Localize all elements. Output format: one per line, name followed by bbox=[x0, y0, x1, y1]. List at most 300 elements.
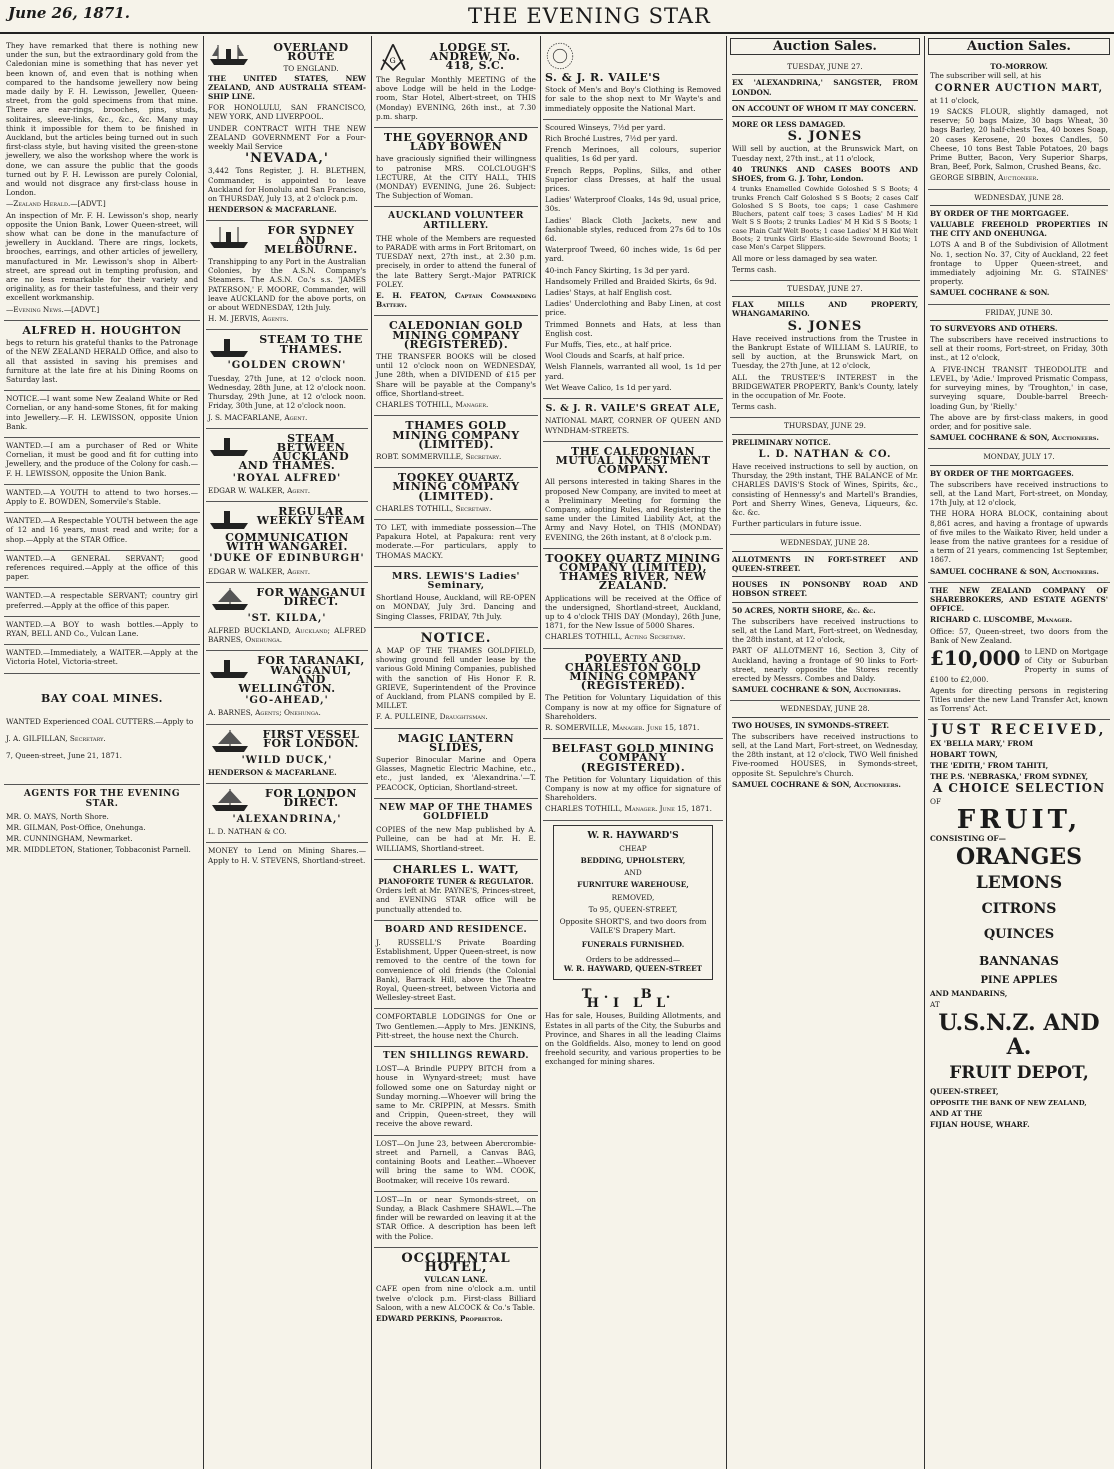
steamship-icon bbox=[208, 505, 252, 531]
column-1 bbox=[4, 38, 200, 1469]
tookey-issue-signature: CHARLES TOTHILL, Acting Secretary. bbox=[545, 632, 686, 642]
symonds-auction bbox=[730, 701, 920, 795]
governor-heading: THE GOVERNOR AND LADY BOWEN bbox=[383, 131, 529, 154]
reward-ad bbox=[374, 1047, 538, 1136]
manager-name: RICHARD C. LUSCOMBE, Manager. bbox=[930, 615, 1073, 625]
sydney-agents: H. M. JERVIS, Agents. bbox=[208, 314, 289, 324]
loan-text: to LEND on Mortgage of City or Suburban Property in sums of £100 to £2,000. bbox=[930, 646, 1108, 684]
bay-coal-heading: BAY COAL MINES. bbox=[40, 691, 164, 705]
sailing-ship-icon bbox=[208, 586, 252, 612]
lost-text: LOST—In or near Symonds-street, on Sunday, a Black Cashmere SHAWL.—The finder will be rewarded on leaving it at the STAR Office. A description has been left with the Police. bbox=[376, 1194, 536, 1241]
flax-auction bbox=[730, 281, 920, 418]
column-4 bbox=[543, 38, 723, 1469]
auckland-thames-agent: EDGAR W. WALKER, Agent. bbox=[208, 485, 311, 495]
wanganui-agents: ALFRED BUCKLAND, Auckland; ALFRED BARNES, Onehunga. bbox=[208, 625, 366, 645]
artillery-signature: E. H. FEATON, Captain Commanding Battery. bbox=[376, 291, 536, 310]
hayward-line: AND bbox=[624, 868, 642, 878]
sale-item: Fur Muffs, Ties, etc., at half price. bbox=[545, 340, 672, 350]
thames-schedule: Tuesday, 27th June, at 12 o'clock noon. Wednesday, 28th June, at 12 o'clock noon. Thursday, 29th June, at 12 o'clock noon. Friday, 30th June, at 12 o'clock noon. bbox=[208, 373, 366, 411]
board-text: J. RUSSELL'S Private Boarding Establishment, Upper Queen-street, is now removed to the centre of the town for convenience of old friends (the Colonial Bank), Barrack Hill, above the Theatre Royal, Queen-street, between Victoria and Wellesley-street East. bbox=[376, 938, 536, 1003]
wanted-text: WANTED.—A BOY to wash bottles.—Apply to RYAN, BELL AND Co., Vulcan Lane. bbox=[6, 619, 198, 638]
steamship-icon bbox=[208, 432, 252, 458]
at-line: AT bbox=[930, 1000, 940, 1010]
watt-ad bbox=[374, 860, 538, 921]
rule bbox=[930, 465, 1108, 466]
fruit-item: BANNANAS bbox=[979, 954, 1059, 969]
agents-ad bbox=[4, 785, 200, 860]
column-5 bbox=[730, 38, 920, 1469]
auction-terms: Terms cash. bbox=[732, 264, 777, 274]
first-vessel-ad bbox=[206, 725, 368, 784]
sale-item: 40-inch Fancy Skirting, 1s 3d per yard. bbox=[545, 265, 690, 275]
belfast-heading: BELFAST GOLD MINING COMPANY (REGISTERED). bbox=[551, 742, 715, 774]
magic-lantern-ad bbox=[374, 729, 538, 799]
jewellery-source: —Zealand Herald.—[ADVT.] bbox=[6, 199, 106, 209]
column-divider bbox=[371, 36, 372, 1469]
agent-item: MR. CUNNINGHAM, Newmarket. bbox=[6, 834, 133, 844]
jewellery-notice bbox=[4, 38, 200, 321]
company-name: THE NEW ZEALAND COMPANY OF SHAREBROKERS, AND ESTATE AGENTS' OFFICE. bbox=[930, 585, 1108, 614]
caledonian-text: THE TRANSFER BOOKS will be closed until 12 o'clock noon on WEDNESDAY, June 28th, when a DIVIDEND of £15 per Share will be payable at the Company's office, Shortland-street. bbox=[376, 352, 536, 398]
rule bbox=[930, 205, 1108, 206]
shipment-line: HOBART TOWN, bbox=[930, 749, 998, 759]
board-ad bbox=[374, 921, 538, 1010]
auction-date: WEDNESDAY, JUNE 28. bbox=[780, 704, 870, 714]
houghton-text: begs to return his grateful thanks to the Patronage of the NEW ZEALAND HERALD Office, and also to all that assisted in saving his premises and furniture at the late fire at his Dining Rooms on Saturday last. bbox=[6, 338, 198, 384]
seminary-ad bbox=[374, 567, 538, 628]
belfast-signature: CHARLES TOTHILL, Manager. June 15, 1871. bbox=[545, 804, 712, 814]
sale-item: Trimmed Bonnets and Hats, at less than English cost. bbox=[545, 319, 721, 338]
hayward-line: W. R. HAYWARD'S bbox=[587, 830, 679, 841]
masthead-rule bbox=[0, 32, 1114, 34]
taranaki-heading: FOR TARANAKI, WANGANUI, AND WELLINGTON. bbox=[238, 654, 365, 695]
rule bbox=[732, 74, 918, 75]
auction-date: WEDNESDAY, JUNE 28. bbox=[974, 192, 1064, 202]
thames-ship: 'GOLDEN CROWN' bbox=[227, 360, 347, 372]
depot-branch: FIJIAN HOUSE, WHARF. bbox=[930, 1120, 1030, 1130]
bay-coal-text: WANTED Experienced COAL CUTTERS.—Apply to bbox=[6, 716, 194, 726]
watt-subheading: PIANOFORTE TUNER & REGULATOR. bbox=[378, 877, 534, 887]
governor-text: have graciously signified their willingness to patronise MRS. COLCLOUGH'S LECTURE, At the CITY HALL, THIS (MONDAY) EVENING, June 26. Subject: The Subjection of Woman. bbox=[376, 154, 536, 201]
belfast-text: The Petition for Voluntary Liquidation of this Company is now at my office for signature of Shareholders. bbox=[545, 774, 721, 803]
auction-subject: HOUSES IN PONSONBY ROAD AND HOBSON STREET. bbox=[732, 580, 918, 599]
sailing-ship-icon bbox=[208, 728, 252, 754]
auction-subject: FLAX MILLS AND PROPERTY, WHANGAMARINO. bbox=[732, 300, 918, 319]
taranaki-agents: A. BARNES, Agents; Onehunga. bbox=[208, 708, 321, 718]
reward-text: LOST—A Brindle PUPPY BITCH from a house in Wynyard-street; must have followed some one on Saturday night or Sunday morning.—Whoever will bring the same to Mr. CRIPPIN, at Messrs. Smith and Crippin, Queen-street, they will receive the above reward. bbox=[376, 1064, 536, 1129]
auction-text: The subscribers have received instructions to sell, at the Land Mart, Fort-street, on Monday, 17th July, at 12 o'clock, bbox=[930, 479, 1108, 508]
wanted-text: WANTED.—A YOUTH to attend to two horses.—Apply to E. BOWDEN, Somervile's Stable. bbox=[6, 487, 198, 506]
auction-lot: THE HORA HORA BLOCK, containing about 8,861 acres, and having a frontage of upwards of five miles to the Waikato River, held under a lease from the native grantees for a residue of a term of 21 years, commencing 1st September, 1867. bbox=[930, 509, 1108, 565]
tookey-heading: TOOKEY QUARTZ MINING COMPANY (LIMITED). bbox=[392, 471, 520, 503]
occidental-signature: EDWARD PERKINS, Proprietor. bbox=[376, 1313, 503, 1323]
overland-text: 3,442 Tons Register, J. H. BLETHEN, Commander, is appointed to leave Auckland for Honolulu and San Francisco, on THURSDAY, July 13, at 2 o'clock p.m. bbox=[208, 166, 366, 204]
wangarei-ship: 'DUKE OF EDINBURGH' bbox=[209, 553, 365, 565]
fruit-item: ORANGES bbox=[955, 844, 1083, 871]
overland-sub: TO ENGLAND. bbox=[283, 64, 339, 74]
vaile-sale-list bbox=[543, 120, 723, 399]
first-vessel-heading: FIRST VESSEL FOR LONDON. bbox=[262, 727, 360, 750]
overland-destinations: FOR HONOLULU, SAN FRANCISCO, NEW YORK, AND LIVERPOOL. bbox=[208, 103, 366, 122]
artillery-text: THE whole of the Members are requested to PARADE with arms in Fort Britomart, on TUESDAY next, 27th inst., at 2.30 p.m. precisely, in order to attend the funeral of the late Battery Sergt.-Major PATRICK FOLEY. bbox=[376, 233, 536, 289]
seal-icon bbox=[545, 41, 575, 71]
depot-name: U.S.N.Z. AND A. bbox=[938, 1010, 1100, 1061]
thames-gold-signature: ROBT. SOMMERVILLE, Secretary. bbox=[376, 451, 502, 461]
to-let-ad bbox=[374, 520, 538, 567]
auction-text: The subscribers have received instructions to sell at their rooms, Fort-street, on Friday, 30th inst., at 12 o'clock, bbox=[930, 335, 1108, 363]
mutual-text: All persons interested in taking Shares in the proposed New Company, are invited to meet at a Preliminary Meeting for forming the Company, adopting Rules, and Registering the same under the Limited Liability Act, at the Army and Navy Hotel, on THIS (MONDAY) EVENING, the 26th instant, at 8 o'clock p.m. bbox=[545, 477, 721, 542]
auction-text: The subscribers have received instructions to sell, at the Land Mart, Fort-street, on Wednesday, the 28th instant, at 12 o'clock, bbox=[732, 616, 918, 645]
rule bbox=[732, 296, 918, 297]
auction-lot: LOTS A and B of the Subdivision of Allotment No. 1, section No. 37, City of Auckland, 22 feet frontage to Upper Queen-street, and immediately adjoining Mr. G. STAINES' property. bbox=[930, 240, 1108, 287]
auction-text: The subscribers have received instructions to sell, at the Land Mart, Fort-street, on Wednesday, the 28th instant, at 12 o'clock, TWO Well finished Five-roomed HOUSES, in Symonds-street, opposite St. Sepulchre's Church. bbox=[732, 731, 918, 778]
taranaki-ship: 'GO-AHEAD,' bbox=[245, 695, 329, 707]
overland-route-ad bbox=[206, 38, 368, 221]
lost-text: LOST—On June 23, between Abercrombie-street and Parnell, a Canvas BAG, containing Boots and Leather.—Whoever will bring the same to WM. COOK, Bootmaker, will receive 10s reward. bbox=[376, 1138, 536, 1185]
sailing-ship-icon bbox=[208, 787, 252, 813]
auction-subject: MORE OR LESS DAMAGED. bbox=[732, 120, 846, 130]
auction-lot: 40 TRUNKS AND CASES BOOTS AND SHOES, from G. J. Tohr, London. bbox=[732, 164, 918, 184]
houghton-heading: ALFRED H. HOUGHTON bbox=[22, 323, 182, 337]
auction-sales-title: Auction Sales. bbox=[928, 38, 1110, 55]
vaile-heading: S. & J. R. VAILE'S bbox=[545, 71, 661, 84]
hayward-line: W. R. HAYWARD, QUEEN-STREET bbox=[563, 963, 703, 973]
auction-date: TO-MORROW. bbox=[990, 62, 1048, 72]
sale-item: Scoured Winseys, 7½d per yard. bbox=[545, 122, 666, 132]
caledonian-ad bbox=[374, 316, 538, 416]
auctioneer-name: SAMUEL COCHRANE & SON, Auctioneers. bbox=[930, 433, 1099, 443]
auction-text: The subscriber will sell, at his bbox=[930, 71, 1042, 81]
sale-item: Ladies' Waterproof Cloaks, 14s 9d, usual price, 30s. bbox=[545, 195, 721, 214]
auction-subject: ON ACCOUNT OF WHOM IT MAY CONCERN. bbox=[732, 103, 916, 113]
auction-date: TUESDAY, JUNE 27. bbox=[787, 284, 863, 294]
choice-line: A CHOICE SELECTION bbox=[932, 781, 1106, 796]
steamship-icon bbox=[208, 333, 252, 359]
magic-lantern-heading: MAGIC LANTERN SLIDES, bbox=[397, 731, 515, 754]
artillery-heading: AUCKLAND VOLUNTEER ARTILLERY. bbox=[388, 211, 524, 231]
houghton-ad bbox=[4, 321, 200, 391]
corner-mart-auction bbox=[928, 59, 1110, 189]
poverty-heading: POVERTY AND CHARLESTON GOLD MINING COMPANY (REGISTERED). bbox=[564, 651, 702, 693]
overland-agents: HENDERSON & MACFARLANE. bbox=[208, 205, 337, 215]
hayward-line: FUNERALS FURNISHED. bbox=[581, 940, 685, 950]
auckland-thames-ad bbox=[206, 429, 368, 502]
auction-subject: PRELIMINARY NOTICE. bbox=[732, 437, 831, 447]
hayward-line: To 95, QUEEN-STREET, bbox=[588, 904, 678, 914]
sale-item: Wet Weave Calico, 1s 1d per yard. bbox=[545, 382, 672, 392]
wanganui-ship: 'ST. KILDA,' bbox=[247, 612, 327, 624]
board-heading: BOARD AND RESIDENCE. bbox=[384, 924, 528, 935]
hayward-ad bbox=[553, 825, 713, 980]
depot-and: AND AT THE bbox=[930, 1108, 983, 1118]
rule bbox=[732, 602, 918, 603]
consisting-line: CONSISTING OF— bbox=[930, 833, 1006, 843]
sale-item: Ladies' Stays, at half English cost. bbox=[545, 288, 672, 298]
wanted-ad bbox=[4, 588, 200, 616]
new-map-heading: NEW MAP OF THE THAMES GOLDFIELD bbox=[379, 802, 533, 822]
poverty-ad bbox=[543, 649, 723, 740]
column-6 bbox=[928, 38, 1110, 1469]
thames-heading: STEAM TO THE THAMES. bbox=[259, 333, 363, 356]
auction-subject: VALUABLE FREEHOLD PROPERTIES IN THE CITY AND ONEHUNGA. bbox=[930, 220, 1108, 239]
mutual-ad bbox=[543, 442, 723, 549]
watt-heading: CHARLES L. WATT, bbox=[392, 862, 520, 876]
agent-item: MR. GILMAN, Post-Office, Onehunga. bbox=[6, 823, 146, 832]
rule bbox=[732, 434, 918, 435]
shipment-line: THE 'EDITH,' FROM TAHITI, bbox=[930, 761, 1049, 770]
rule bbox=[732, 551, 918, 552]
fruit-item: AND MANDARINS, bbox=[930, 989, 1008, 999]
governor-ad bbox=[374, 128, 538, 207]
wanted-text: WANTED.—A respectable SERVANT; country girl preferred.—Apply at the office of this paper. bbox=[6, 591, 198, 610]
auction-text: Will sell by auction, at the Brunswick Mart, on Tuesday next, 27th inst., at 11 o'clock, bbox=[732, 144, 918, 163]
caledonian-signature: CHARLES TOTHILL, Manager. bbox=[376, 400, 489, 410]
caledonian-heading: CALEDONIAN GOLD MINING COMPANY (REGISTERED). bbox=[389, 319, 523, 351]
map-notice-ad bbox=[374, 628, 538, 729]
lodge-ad bbox=[374, 38, 538, 128]
to-let-text: TO LET, with immediate possession—The Papakura Hotel, at Papakura: rent very moderate.—For particulars, apply to THOMAS MACKY. bbox=[376, 522, 536, 560]
lost-ad bbox=[374, 1136, 538, 1192]
sale-item: Wool Clouds and Scarfs, at half price. bbox=[545, 351, 685, 361]
auctioneer-name: S. JONES bbox=[787, 318, 863, 334]
wanted-text: WANTED.—A Respectable YOUTH between the age of 12 and 16 years, must read and write; for a shop.—Apply at the STAR Office. bbox=[6, 516, 198, 544]
auctioneer-name: S. JONES bbox=[787, 129, 863, 145]
wanted-text: WANTED.—Immediately, a WAITER.—Apply at the Victoria Hotel, Victoria-street. bbox=[6, 648, 198, 667]
london-direct-ad bbox=[206, 784, 368, 843]
jewellery-paragraph: They have remarked that there is nothing new under the sun, but the extraordinary gold from the Caledonian mine is something that has never yet been known of, and even that is nothing when compared to the handsome jewellery now being made daily by F. H. Lewisson, Jeweller, Queen-street, from the gold specimens from that mine. There are ear-rings, brooches, pins, studs, solitaires, sleeve-links, &c., &c., &c. Many may think it impossible for them to be finished in Auckland, but the articles being turned out in such first-class style, but having visited the green-stone jewellery, we also the workshop where the work is done, we can assure the public that the goods turned out by F. H. Lewisson are purely Colonial, and would not disgrace any first-class house in London. bbox=[6, 41, 198, 198]
auctioneer-name: SAMUEL COCHRANE & SON. bbox=[930, 288, 1050, 298]
cornelian-text: NOTICE.—I want some New Zealand White or Red Cornelian, or any hand-some Stones, fit for making into Jewellery.—F. H. LEWISSON, opposite Union Bank. bbox=[6, 394, 198, 431]
artillery-ad bbox=[374, 207, 538, 316]
steamship-icon bbox=[208, 224, 252, 250]
rule bbox=[930, 320, 1108, 321]
column-3 bbox=[374, 38, 538, 1469]
sydney-text: Transhipping to any Port in the Australian Colonies, by the A.S.N. Company's Steamers. The A.S.N. Co.'s s.s. 'JAMES PATERSON,' F. MOORE, Commander, will leave AUCKLAND for the above ports, on or about WEDNESDAY, 12th July. bbox=[208, 257, 366, 313]
new-map-ad bbox=[374, 799, 538, 860]
fruit-item: PINE APPLES bbox=[980, 975, 1058, 987]
lodgings-text: COMFORTABLE LODGINGS for One or Two Gentlemen.—Apply to Mrs. JENKINS, Pitt-street, the house next the Church. bbox=[376, 1012, 536, 1040]
wanganui-heading: FOR WANGANUI DIRECT. bbox=[256, 585, 366, 608]
column-divider bbox=[924, 36, 925, 1469]
notice-text: A MAP OF THE THAMES GOLDFIELD, showing ground fell under lease by the various Gold Mining Companies, published with the sanction of His Honor F. R. GRIEVE, Superintendent of the Province of Auckland, from PLANS compiled by E. MILLET. bbox=[376, 645, 536, 711]
fruit-item: LEMONS bbox=[975, 873, 1063, 894]
occidental-text: CAFE open from nine o'clock a.m. until twelve o'clock p.m. First-class Billiard Saloon, with a new ALCOCK & Co.'s Table. bbox=[376, 1284, 536, 1312]
new-map-text: COPIES of the new Map published by A. Pulleine, can be had at Mr. H. E. WILLIAMS, Shortland-street. bbox=[376, 825, 536, 853]
wanted-ad bbox=[4, 438, 200, 485]
wanted-ad bbox=[4, 551, 200, 589]
reward-heading: TEN SHILLINGS REWARD. bbox=[383, 1051, 529, 1062]
bay-coal-address: 7, Queen-street, June 21, 1871. bbox=[6, 751, 122, 761]
hora-auction bbox=[928, 449, 1110, 582]
auction-sales-title: Auction Sales. bbox=[730, 38, 920, 55]
agents-text: Agents for directing persons in registering Titles under the new Land Transfer Act, known as Torrens' Act. bbox=[930, 685, 1108, 714]
sale-item: French Merinoes, all colours, superior qualities, 1s 6d per yard. bbox=[545, 145, 721, 164]
auctioneer-name: SAMUEL COCHRANE & SON, Auctioneers. bbox=[732, 779, 901, 789]
magic-lantern-text: Superior Binocular Marine and Opera Glasses, Magnetic Electric Machine, etc., etc., just landed, ex 'Alexandrina.'—T. PEACOCK, Optician, Shortland-street. bbox=[376, 754, 536, 792]
auction-date: MONDAY, JULY 17. bbox=[983, 452, 1055, 462]
hayward-line: Orders to be addressed— bbox=[585, 954, 681, 964]
great-sale-ad bbox=[543, 399, 723, 442]
auction-note: All more or less damaged by sea water. bbox=[732, 253, 878, 263]
steamship-icon bbox=[208, 41, 252, 67]
auction-text: Have received instructions to sell by auction, on Thursday, the 29th instant, THE BALANCE of Mr. CHARLES DAVIS'S Stock of Wines, Spirits, &c., consisting of Hennessy's and Martell's Brandies, Port and Sherry Wines, Geneva, Liqueurs, &c. &c. &c. bbox=[732, 462, 918, 518]
belfast-ad bbox=[543, 739, 723, 820]
rule bbox=[732, 576, 918, 577]
london-direct-agents: L. D. NATHAN & CO. bbox=[208, 827, 287, 837]
sale-item: Handsomely Frilled and Braided Skirts, 6s 9d. bbox=[545, 276, 717, 286]
auctioneer-name: SAMUEL COCHRANE & SON, Auctioneers. bbox=[732, 685, 901, 695]
vaile-ad bbox=[543, 38, 723, 120]
wangarei-heading: REGULAR WEEKLY STEAM COMMUNICATION WITH WANGAREI. bbox=[225, 504, 366, 554]
wangarei-agent: EDGAR W. WALKER, Agent. bbox=[208, 566, 311, 576]
poverty-text: The Petition for Voluntary Liquidation of this Company is now at my office for Signature of Shareholders. bbox=[545, 693, 721, 721]
rule bbox=[732, 100, 918, 101]
auctioneer-name: GEORGE SIBBIN, Auctioneer. bbox=[930, 173, 1039, 183]
london-direct-ship: 'ALEXANDRINA,' bbox=[232, 813, 342, 825]
agent-item: MR. O. MAYS, North Shore. bbox=[6, 811, 109, 821]
freehold-auction bbox=[928, 190, 1110, 305]
seminary-text: Shortland House, Auckland, will RE-OPEN on MONDAY, July 3rd. Dancing and Singing Classes, FRIDAY, 7th July. bbox=[376, 593, 536, 621]
auction-note: The above are by first-class makers, in good order, and for positive sale. bbox=[930, 412, 1108, 431]
sale-item: Ladies' Black Cloth Jackets, new and fashionable styles, reduced from 27s 6d to 10s 6d. bbox=[545, 215, 721, 244]
column-2 bbox=[206, 38, 368, 1469]
watt-text: Orders left at Mr. PAYNE'S, Princes-street, and EVENING STAR office will be punctually attended to. bbox=[376, 886, 536, 914]
auctioneer-name: SAMUEL COCHRANE & SON, Auctioneers. bbox=[930, 566, 1099, 576]
sale-item: Welsh Flannels, warranted all wool, 1s 1d per yard. bbox=[545, 362, 721, 381]
hayward-line: Opposite SHORT'S, and two doors from VAILE'S Drapery Mart. bbox=[559, 917, 707, 936]
overland-ship-name: 'NEVADA,' bbox=[245, 151, 329, 167]
poverty-signature: R. SOMERVILLE, Manager. June 15, 1871. bbox=[545, 722, 700, 732]
auction-note: Further particulars in future issue. bbox=[732, 519, 862, 529]
lodge-text: The Regular Monthly MEETING of the above Lodge will be held in the Lodge-room, Star Hotel, Albert-street, on THIS (Monday) EVENING, 26th inst., at 7.30 p.m. sharp. bbox=[376, 75, 536, 121]
auction-lot: 19 SACKS FLOUR, slightly damaged, not reserve; 50 bags Maize, 30 bags Wheat, 30 bags Barley, 20 half-chests Tea, 40 boxes Soap, 20 cases Kerosene, 20 boxes Candles, 50 Cheese, 10 tons Best Table Potatoes, 20 bags Prime Butter, Bacon, Very Superior Sharps, Bran, Beef, Pork, Salmon, Crushed Beans, &c. bbox=[930, 107, 1108, 172]
fruit-item: CITRONS bbox=[981, 901, 1057, 918]
occidental-ad bbox=[374, 1248, 538, 1329]
wanted-ad bbox=[4, 513, 200, 551]
auction-subject: BY ORDER OF THE MORTGAGEE. bbox=[930, 208, 1069, 218]
sharebrokers-ad bbox=[928, 583, 1110, 721]
lost-ad bbox=[374, 1192, 538, 1248]
taranaki-ad bbox=[206, 651, 368, 724]
lodge-heading: LODGE ST. ANDREW, No. 418, S.C. bbox=[429, 41, 521, 73]
wanted-text: WANTED.—I am a purchaser of Red or White Cornelian, it must be good and fit for cutting into Jewellery, and the produce of the Colony for cash.—F. H. LEWISSON, opposite the Union Bank. bbox=[6, 440, 198, 478]
london-direct-heading: FOR LONDON DIRECT. bbox=[265, 786, 357, 810]
auction-subject: ALLOTMENTS IN FORT-STREET AND QUEEN-STREET. bbox=[732, 554, 918, 573]
agents-heading: AGENTS FOR THE EVENING STAR. bbox=[23, 789, 181, 809]
sale-item: French Repps, Poplins, Silks, and other Superior class Dresses, at half the usual prices. bbox=[545, 165, 721, 194]
depot-street: QUEEN-STREET, bbox=[930, 1087, 999, 1097]
auckland-thames-heading: STEAM BETWEEN AUCKLAND AND THAMES. bbox=[238, 431, 350, 473]
occidental-heading: OCCIDENTAL HOTEL, bbox=[401, 1250, 511, 1275]
auction-lot-list: 4 trunks Enamelled Cowhide Goloshed S S Boots; 4 trunks French Calf Goloshed S S Boots; 2 cases Calf Goloshed S S Boots, toe caps; 1 case Cashmere Bluchers, patent calf toes; 3 cases Ladies' M H Kid Welt S S Boots; 2 trunks Ladies' M H Kid S S Boots; 1 case Plain Calf Welt Boots; 1 case Ladies' M H Kid Welt Boots; 2 trunks Girls' Elastic-side Sewround Boots; 1 case Men's Carpet Slippers. bbox=[732, 185, 918, 252]
svg-text:G: G bbox=[389, 56, 396, 66]
hayward-line: REMOVED, bbox=[611, 892, 655, 902]
thames-gold-heading: THAMES GOLD MINING COMPANY (LIMITED). bbox=[392, 419, 520, 451]
nathan-auction bbox=[730, 418, 920, 535]
auction-subject: 50 ACRES, NORTH SHORE, &c. &c. bbox=[732, 605, 876, 615]
loan-amount: £10,000 bbox=[930, 645, 1021, 670]
bay-coal-signature: J. A. GILFILLAN, Secretary. bbox=[6, 733, 106, 743]
masthead-title: THE EVENING STAR bbox=[468, 4, 711, 28]
fruit-depot-ad bbox=[928, 720, 1110, 1135]
auckland-thames-ship: 'ROYAL ALFRED' bbox=[232, 472, 342, 484]
lewisson-paragraph: An inspection of Mr. F. H. Lewisson's shop, nearly opposite the Union Bank, Lower Queen-street, will show what can be done in the manufacture of jewellery in Auckland. There are rings, lockets, brooches, earrings, and other articles of jewellery, manufactured in Mr. Lewisson's shop in Albert-street, are spread out in tempting profusion, and are no less remarkable for their variety and originality, as for their tastefulness, and their very excellent workmanship. bbox=[6, 210, 198, 303]
alexandrina-auction bbox=[730, 59, 920, 281]
overland-heading: OVERLAND ROUTE bbox=[273, 41, 349, 64]
hayward-line: BEDDING, UPHOLSTERY, bbox=[580, 856, 686, 866]
bay-coal-ad bbox=[4, 674, 200, 786]
shipment-line: EX 'BELLA MARY,' FROM bbox=[930, 738, 1034, 748]
auction-text: ALL the TRUSTEE'S INTEREST in the BRIDGEWATER PROPERTY, Bank's County, lately in the occupation of Mr. Foote. bbox=[732, 372, 918, 401]
cornelian-notice bbox=[4, 391, 200, 438]
tookey-ad bbox=[374, 468, 538, 520]
sydney-heading: FOR SYDNEY AND MELBOURNE. bbox=[264, 224, 358, 256]
sydney-ad bbox=[206, 221, 368, 330]
thames-agent: J. S. MACFARLANE, Agent. bbox=[208, 412, 308, 422]
tookey-signature: CHARLES TOTHILL, Secretary. bbox=[376, 503, 492, 513]
tookey-issue-ad bbox=[543, 549, 723, 649]
thames-gold-ad bbox=[374, 416, 538, 468]
great-sale-heading: S. & J. R. VAILE'S GREAT ALE, bbox=[545, 403, 721, 415]
notice-signature: F. A. PULLEINE, Draughtsman. bbox=[376, 712, 488, 722]
wangarei-ad bbox=[206, 502, 368, 583]
hill-text: Has for sale, Houses, Building Allotments, and Estates in all parts of the City, the Suburbs and Province, and Shares in all the leading Claims on the Goldfields. Also, money to lend on good freehold security, and various properties to be exchanged for mining shares. bbox=[545, 1011, 721, 1067]
money-ad bbox=[206, 843, 368, 870]
just-received-heading: JUST RECEIVED, bbox=[931, 722, 1107, 739]
shipment-line: THE P.S. 'NEBRASKA,' FROM SYDNEY, bbox=[930, 772, 1089, 782]
agent-item: MR. MIDDLETON, Stationer, Tobbaconist Parnell. bbox=[6, 845, 191, 855]
first-vessel-ship: 'WILD DUCK,' bbox=[241, 754, 333, 766]
seminary-heading: MRS. LEWIS'S Ladies' Seminary, bbox=[392, 570, 520, 591]
lewisson-source: —Evening News.—[ADVT.] bbox=[6, 304, 100, 314]
hill-ad bbox=[543, 984, 723, 1073]
sale-item: Ladies' Underclothing and Baby Linen, at cost price. bbox=[545, 299, 721, 318]
tookey-issue-text: Applications will be received at the Office of the undersigned, Shortland-street, Auckland, up to 4 o'clock THIS DAY (Monday), 26th June, 1871, for the New Issue of 5000 Shares. bbox=[545, 593, 721, 631]
auction-date: THURSDAY, JUNE 29. bbox=[784, 421, 866, 431]
occidental-sub: VULCAN LANE. bbox=[424, 1275, 488, 1285]
auction-text: Have received instructions from the Trustee in the Bankrupt Estate of WILLIAM S. LAURIE, to sell by auction, at the Brunswick Mart, on Tuesday, the 27th June, at 12 o'clock, bbox=[732, 333, 918, 371]
allotments-auction bbox=[730, 535, 920, 701]
column-divider bbox=[203, 36, 204, 1469]
auction-time: at 11 o'clock, bbox=[930, 95, 980, 105]
auction-lot: A FIVE-INCH TRANSIT THEODOLITE and LEVEL, by 'Adie.' Improved Prismatic Compass, for surveying mines, by 'Troughton,' in case, surveying square, Double-barrel Breech-loading Gun, by 'Rielly.' bbox=[930, 364, 1108, 411]
auction-subject: TO SURVEYORS AND OTHERS. bbox=[930, 323, 1058, 333]
money-text: MONEY to Lend on Mining Shares.—Apply to H. V. STEVENS, Shortland-street. bbox=[208, 846, 366, 865]
auction-subject: EX 'ALEXANDRINA,' SANGSTER, FROM LONDON. bbox=[732, 78, 918, 97]
auction-subject: BY ORDER OF THE MORTGAGEES. bbox=[930, 468, 1074, 478]
sale-item: Waterproof Tweed, 60 inches wide, 1s 6d per yard. bbox=[545, 245, 721, 264]
rule bbox=[732, 717, 918, 718]
wanted-ad bbox=[4, 617, 200, 645]
column-divider bbox=[540, 36, 541, 1469]
auction-subject: TWO HOUSES, IN SYMONDS-STREET. bbox=[732, 720, 890, 730]
overland-line: THE UNITED STATES, NEW ZEALAND, AND AUSTRALIA STEAM-SHIP LINE. bbox=[208, 73, 366, 102]
hill-heading: T. B. HILL bbox=[581, 987, 685, 1012]
vaile-text: Stock of Men's and Boy's Clothing is Removed for sale to the shop next to Mr Wayte's and immediately opposite the National Mart. bbox=[545, 85, 721, 113]
rule bbox=[732, 116, 918, 117]
tookey-issue-heading: TOOKEY QUARTZ MINING COMPANY (LIMITED), THAMES RIVER, NEW ZEALAND. bbox=[545, 551, 721, 593]
masonic-square-compass-icon bbox=[376, 41, 410, 75]
wanted-text: WANTED.—A GENERAL SERVANT; good references required.—Apply at the office of this paper. bbox=[6, 553, 198, 582]
wanted-ad bbox=[4, 485, 200, 513]
depot-location: OPPOSITE THE BANK OF NEW ZEALAND, bbox=[930, 1098, 1087, 1107]
office-address: Office: 57, Queen-street, two doors from the Bank of New Zealand. bbox=[930, 626, 1108, 645]
auction-terms: Terms cash. bbox=[732, 402, 777, 412]
mutual-heading: THE CALEDONIAN MUTUAL INVESTMENT COMPANY. bbox=[555, 444, 711, 477]
wanted-ad bbox=[4, 645, 200, 673]
lodgings-ad bbox=[374, 1009, 538, 1047]
fruit-heading: FRUIT, bbox=[956, 804, 1082, 835]
